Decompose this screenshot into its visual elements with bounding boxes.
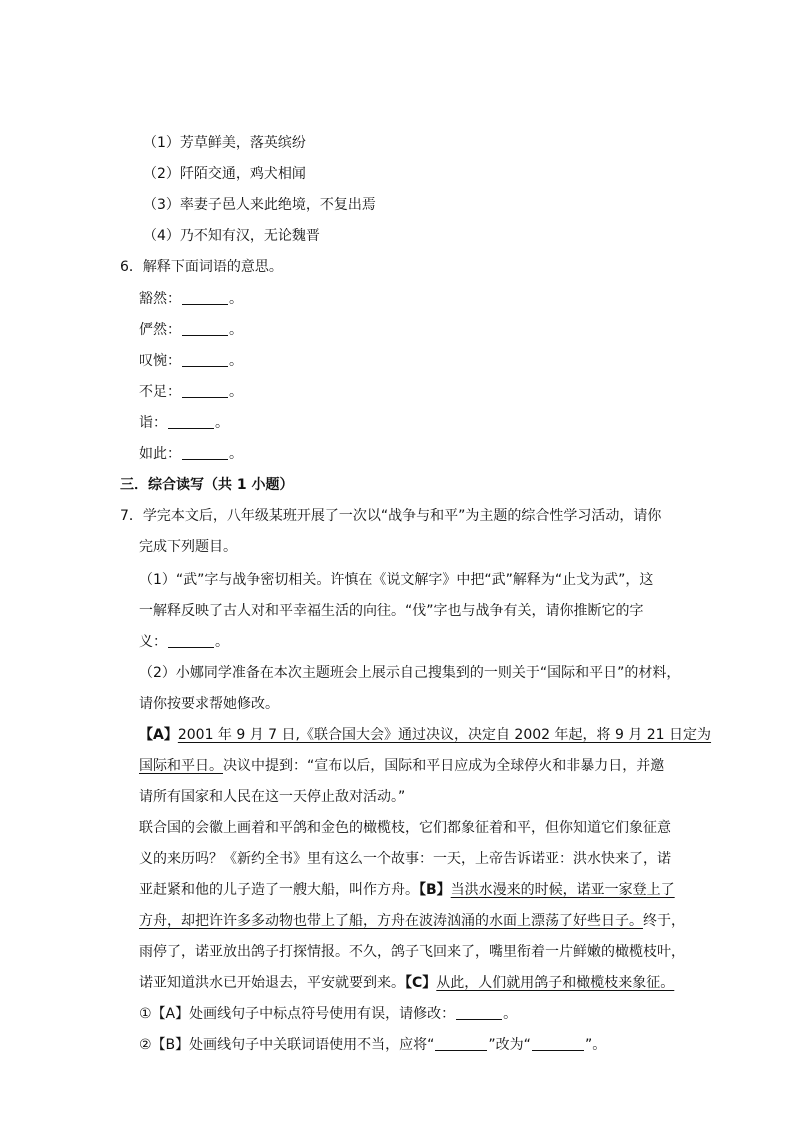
answer-blank[interactable]: [182, 445, 228, 460]
word-label: 豁然：: [139, 291, 181, 307]
sentence-1: （1）芳草鲜美，落英缤纷: [143, 135, 306, 151]
sentence-2: （2）阡陌交通，鸡犬相闻: [143, 166, 306, 182]
sub-question-2: [139, 1035, 606, 1055]
material-line: [139, 725, 711, 745]
sub-question-text: ①【A】处画线句子中标点符号使用有误，请修改：: [139, 1006, 456, 1022]
marker-c: 【C】: [405, 975, 437, 991]
period: 。: [229, 291, 243, 307]
sub-question-text: ”。: [584, 1037, 607, 1053]
word-label: 如此：: [139, 446, 181, 462]
answer-blank[interactable]: [532, 1036, 584, 1051]
material-line: 联合国的会徽上画着和平鸽和金色的橄榄枝，它们都象征着和平，但你知道它们象征意: [139, 820, 671, 836]
word-item: [139, 413, 229, 433]
part-1: 一解释反映了古人对和平幸福生活的向往。“伐”字也与战争有关，请你推断它的字: [139, 603, 644, 619]
answer-blank[interactable]: [168, 414, 214, 429]
material-text: 终于，: [643, 913, 685, 929]
part-1-text: 义：: [139, 634, 167, 650]
sub-question-1: [139, 1004, 517, 1024]
sentence-3: （3）率妻子邑人来此绝境，不复出焉: [143, 197, 376, 213]
underlined-b: 方舟，却把许许多多动物也带上了船，方舟在波涛汹涌的水面上漂荡了好些日子。: [139, 913, 643, 929]
word-label: 俨然：: [139, 322, 181, 338]
answer-blank[interactable]: [456, 1005, 502, 1020]
sub-question-text: ②【B】处画线句子中关联词语使用不当，应将“: [139, 1037, 435, 1053]
word-item: [139, 320, 243, 340]
material-line: 请所有国家和人民在这一天停止敌对活动。”: [139, 789, 406, 805]
answer-blank[interactable]: [182, 290, 228, 305]
question-7: 完成下列题目。: [139, 539, 237, 555]
question-7: 7．学完本文后，八年级某班开展了一次以“战争与和平”为主题的综合性学习活动，请你: [120, 508, 662, 524]
question-6: 6．解释下面词语的意思。: [120, 259, 283, 275]
material-text: 诺亚知道洪水已开始退去，平安就要到来。: [139, 975, 405, 991]
period: 。: [229, 446, 243, 462]
material-line: 雨停了，诺亚放出鸽子打探情报。不久，鸽子飞回来了，嘴里衔着一片鲜嫩的橄榄枝叶，: [139, 944, 685, 960]
answer-blank[interactable]: [182, 383, 228, 398]
word-item: [139, 351, 243, 371]
period: 。: [215, 634, 229, 650]
word-item: [139, 289, 243, 309]
period: 。: [229, 353, 243, 369]
underlined-a: 2001 年 9 月 7 日,《联合国大会》通过决议，决定自 2002 年起，将 9 月 21 日定为: [177, 727, 712, 743]
material-line: [139, 973, 674, 993]
word-item: [139, 382, 243, 402]
underlined-a: 国际和平日。: [139, 758, 223, 774]
sub-question-text: ”改为“: [488, 1037, 531, 1053]
period: 。: [229, 384, 243, 400]
part-2: 请你按要求帮她修改。: [139, 696, 279, 712]
period: 。: [503, 1006, 518, 1022]
word-label: 不足：: [139, 384, 181, 400]
underlined-b: 当洪水漫来的时候，诺亚一家登上了: [450, 882, 675, 898]
answer-blank[interactable]: [182, 352, 228, 367]
answer-blank[interactable]: [435, 1036, 487, 1051]
material-text: 决议中提到：“宣布以后，国际和平日应成为全球停火和非暴力日，并邀: [223, 758, 665, 774]
section-3-heading: 三．综合读写（共 1 小题）: [120, 477, 294, 493]
material-line: [139, 880, 675, 900]
part-1: [139, 632, 229, 652]
word-label: 诣：: [139, 415, 167, 431]
underlined-c: 从此，人们就用鸽子和橄榄枝来象征。: [436, 975, 675, 991]
sentence-4: （4）乃不知有汉，无论魏晋: [143, 228, 320, 244]
word-label: 叹惋：: [139, 353, 181, 369]
word-item: [139, 444, 243, 464]
material-line: 义的来历吗？《新约全书》里有这么一个故事：一天，上帝告诉诺亚：洪水快来了，诺: [139, 851, 671, 867]
period: 。: [215, 415, 229, 431]
material-line: [139, 911, 685, 931]
answer-blank[interactable]: [182, 321, 228, 336]
material-line: [139, 756, 664, 776]
period: 。: [229, 322, 243, 338]
part-2: （2）小娜同学准备在本次主题班会上展示自己搜集到的一则关于“国际和平日”的材料，: [139, 665, 681, 681]
part-1: （1）“武”字与战争密切相关。许慎在《说文解字》中把“武”解释为“止戈为武”，这: [139, 572, 654, 588]
marker-b: 【B】: [419, 882, 451, 898]
answer-blank[interactable]: [168, 633, 214, 648]
marker-a: 【A】: [139, 727, 178, 743]
material-text: 亚赶紧和他的儿子造了一艘大船，叫作方舟。: [139, 882, 419, 898]
